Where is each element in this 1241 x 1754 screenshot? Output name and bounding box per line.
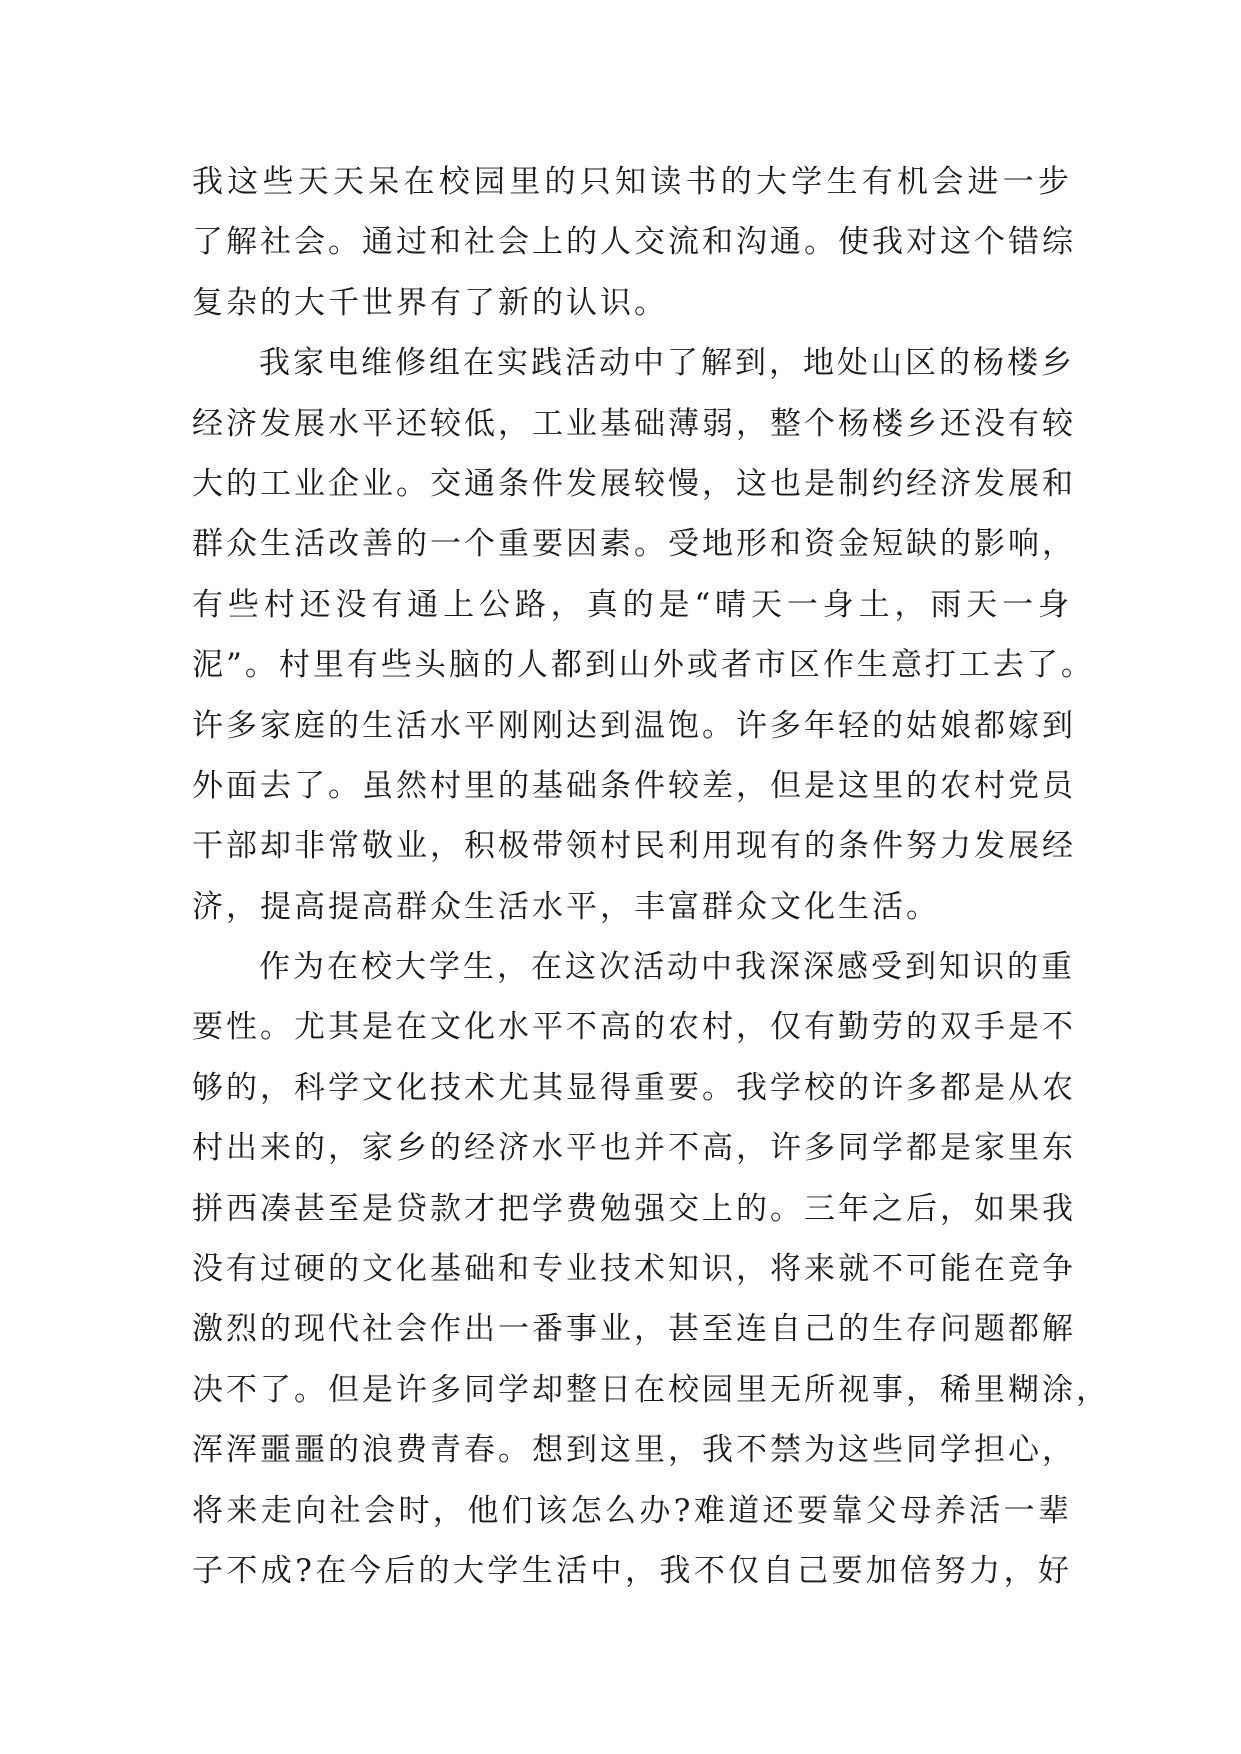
body-text xyxy=(192,152,1110,1601)
text-line: 没有过硬的文化基础和专业技术知识，将来就不可能在竞争 xyxy=(192,1251,1076,1288)
text-line: 子不成?在今后的大学生活中，我不仅自己要加倍努力，好 xyxy=(192,1552,1072,1589)
text-line: 村出来的，家乡的经济水平也并不高，许多同学都是家里东 xyxy=(192,1130,1076,1167)
text-line: 决不了。但是许多同学却整日在校园里无所视事，稀里糊涂， xyxy=(192,1371,1110,1408)
text-line: 大的工业企业。交通条件发展较慢，这也是制约经济发展和 xyxy=(192,465,1076,502)
text-line: 复杂的大千世界有了新的认识。 xyxy=(192,284,668,321)
text-line: 经济发展水平还较低，工业基础薄弱，整个杨楼乡还没有较 xyxy=(192,405,1076,442)
text-line: 浑浑噩噩的浪费青春。想到这里，我不禁为这些同学担心， xyxy=(192,1432,1076,1469)
text-line: 有些村还没有通上公路，真的是“晴天一身土，雨天一身 xyxy=(192,586,1072,623)
text-line: 将来走向社会时，他们该怎么办?难道还要靠父母养活一辈 xyxy=(192,1492,1072,1529)
text-line: 拼西凑甚至是贷款才把学费勉强交上的。三年之后，如果我 xyxy=(192,1190,1076,1227)
paragraph-start-line: 作为在校大学生，在这次活动中我深深感受到知识的重 xyxy=(259,949,1075,986)
text-line: 我这些天天呆在校园里的只知读书的大学生有机会进一步 xyxy=(192,164,1072,200)
paragraph-start-line: 我家电维修组在实践活动中了解到，地处山区的杨楼乡 xyxy=(259,345,1075,382)
text-line: 要性。尤其是在文化水平不高的农村，仅有勤劳的双手是不 xyxy=(192,1009,1076,1046)
text-line: 济，提高提高群众生活水平，丰富群众文化生活。 xyxy=(192,888,940,925)
text-line: 够的，科学文化技术尤其显得重要。我学校的许多都是从农 xyxy=(192,1069,1076,1106)
text-line: 泥”。村里有些头脑的人都到山外或者市区作生意打工去了。 xyxy=(192,647,1095,684)
text-line: 干部却非常敬业，积极带领村民利用现有的条件努力发展经 xyxy=(192,828,1076,865)
text-line: 了解社会。通过和社会上的人交流和沟通。使我对这个错综 xyxy=(192,224,1076,261)
text-line: 许多家庭的生活水平刚刚达到温饱。许多年轻的姑娘都嫁到 xyxy=(192,707,1076,744)
text-line: 群众生活改善的一个重要因素。受地形和资金短缺的影响， xyxy=(192,526,1076,563)
text-line: 激烈的现代社会作出一番事业，甚至连自己的生存问题都解 xyxy=(192,1311,1076,1348)
text-line: 外面去了。虽然村里的基础条件较差，但是这里的农村党员 xyxy=(192,767,1076,804)
